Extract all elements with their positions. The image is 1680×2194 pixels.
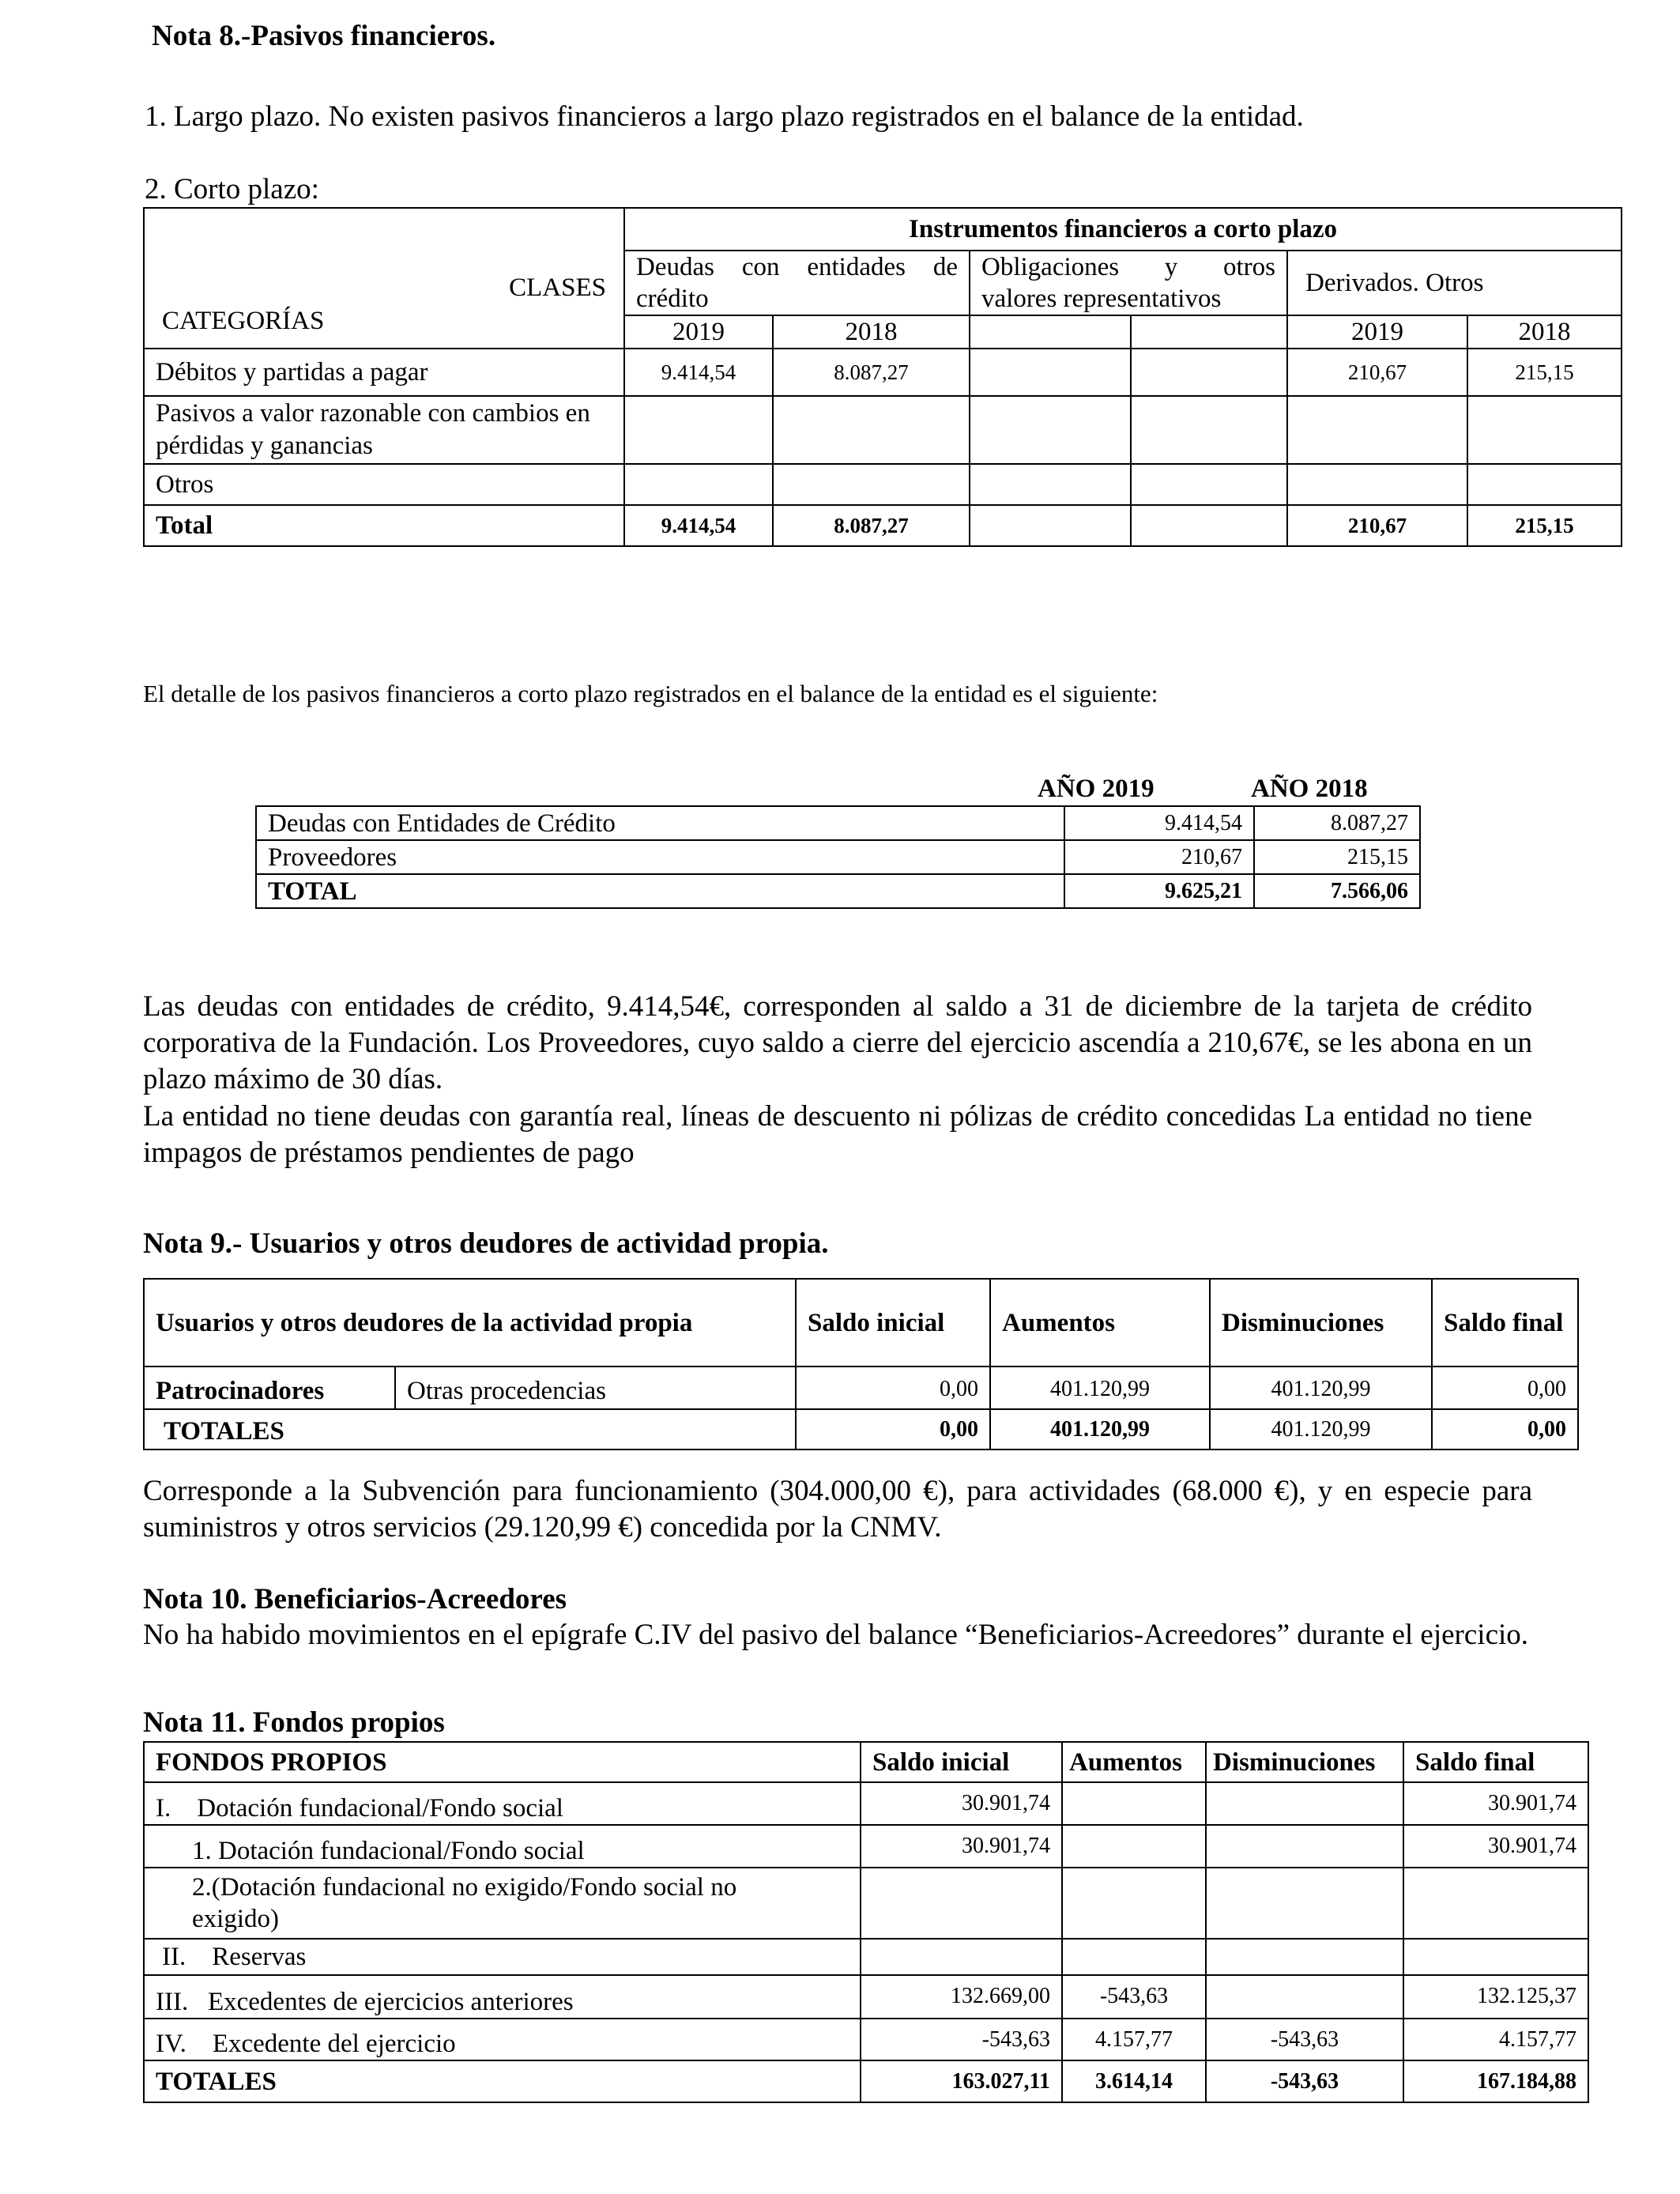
cell-value xyxy=(773,396,970,464)
fondos-value xyxy=(1206,1939,1403,1975)
detail-table xyxy=(255,805,1421,909)
deudores-header-saldo-final: Saldo final xyxy=(1432,1279,1578,1367)
cell-value xyxy=(1131,349,1287,396)
cell-value xyxy=(970,396,1131,464)
fondos-value: 4.157,77 xyxy=(1062,2019,1206,2060)
deudores-total-value: 401.120,99 xyxy=(990,1409,1210,1449)
fondos-row-label: 2.(Dotación fundacional no exigido/Fondo social no exigido) xyxy=(144,1868,861,1939)
instrumentos-header: Instrumentos financieros a corto plazo xyxy=(624,208,1622,251)
deudores-total-value: 0,00 xyxy=(796,1409,990,1449)
nota8-item-1: 1. Largo plazo. No existen pasivos financieros a largo plazo registrados en el balance de la entidad. xyxy=(145,100,1304,133)
fondos-value xyxy=(1062,1939,1206,1975)
deudores-header-concept: Usuarios y otros deudores de la actividad propia xyxy=(144,1279,796,1367)
fondos-value xyxy=(1403,1939,1588,1975)
cell-value xyxy=(970,349,1131,396)
nota8-title: Nota 8.-Pasivos financieros. xyxy=(152,20,496,52)
fondos-header-disminuciones: Disminuciones xyxy=(1206,1742,1403,1782)
row-label: Débitos y partidas a pagar xyxy=(144,349,624,396)
fondos-value: 30.901,74 xyxy=(861,1782,1062,1825)
row-label: Pasivos a valor razonable con cambios en pérdidas y ganancias xyxy=(144,396,624,464)
year-header: 2019 xyxy=(624,315,773,349)
deudores-total-value: 401.120,99 xyxy=(1210,1409,1432,1449)
total-value: 8.087,27 xyxy=(773,505,970,546)
fondos-value xyxy=(861,1868,1062,1939)
fondos-total-value: 167.184,88 xyxy=(1403,2060,1588,2102)
fondos-value: 30.901,74 xyxy=(861,1825,1062,1868)
detail-intro: El detalle de los pasivos financieros a corto plazo registrados en el balance de la entidad es el siguiente: xyxy=(143,680,1158,707)
nota8-paragraph-2: La entidad no tiene deudas con garantía real, líneas de descuento ni pólizas de crédito concedidas La entidad no tiene impagos de préstamos pendientes de pago xyxy=(143,1100,1532,1169)
row-label: Otros xyxy=(144,464,624,505)
fondos-value: -543,63 xyxy=(1062,1975,1206,2019)
detail-total-label: TOTAL xyxy=(256,874,1064,908)
fondos-row-label: II. Reservas xyxy=(144,1939,861,1975)
deudores-total-label: TOTALES xyxy=(144,1409,796,1449)
total-value: 215,15 xyxy=(1467,505,1622,546)
nota8-paragraph-1: Las deudas con entidades de crédito, 9.414,54€, corresponden al saldo a 31 de diciembre de la tarjeta de crédito corporativa de la Fundación. Los Proveedores, cuyo saldo a cierre del ejercicio ascendía a 210,67€, se les abona en un plazo máximo de 30 días. xyxy=(143,990,1532,1095)
deudores-header-disminuciones: Disminuciones xyxy=(1210,1279,1432,1367)
cell-value: 9.414,54 xyxy=(624,349,773,396)
fondos-value xyxy=(1062,1868,1206,1939)
fondos-value xyxy=(1206,1782,1403,1825)
fondos-row-label: IV. Excedente del ejercicio xyxy=(144,2019,861,2060)
cell-value xyxy=(1287,396,1467,464)
deudores-value: 0,00 xyxy=(1432,1367,1578,1409)
nota10-title: Nota 10. Beneficiarios-Acreedores xyxy=(143,1583,567,1615)
year-header: 2019 xyxy=(1287,315,1467,349)
cell-value: 215,15 xyxy=(1467,349,1622,396)
detail-year-2018: AÑO 2018 xyxy=(1251,775,1368,803)
deudores-value: 401.120,99 xyxy=(990,1367,1210,1409)
year-header: 2018 xyxy=(1467,315,1622,349)
nota10-paragraph: No ha habido movimientos en el epígrafe C.IV del pasivo del balance “Beneficiarios-Acreedores” durante el ejercicio. xyxy=(143,1619,1529,1651)
fondos-value xyxy=(1206,1868,1403,1939)
cell-value xyxy=(773,464,970,505)
obligaciones-header: Obligaciones y otros valores representativos xyxy=(970,251,1287,315)
year-header: 2018 xyxy=(773,315,970,349)
fondos-value: 132.125,37 xyxy=(1403,1975,1588,2019)
total-label: Total xyxy=(144,505,624,546)
total-value: 9.414,54 xyxy=(624,505,773,546)
cell-value: 210,67 xyxy=(1287,349,1467,396)
deudores-value: 401.120,99 xyxy=(1210,1367,1432,1409)
fondos-header-concept: FONDOS PROPIOS xyxy=(144,1742,861,1782)
nota9-paragraph: Corresponde a la Subvención para funcionamiento (304.000,00 €), para actividades (68.000 €), y en especie para suministros y otros servicios (29.120,99 €) concedida por la CNMV. xyxy=(143,1475,1532,1544)
fondos-row-label: 1. Dotación fundacional/Fondo social xyxy=(144,1825,861,1868)
total-value: 210,67 xyxy=(1287,505,1467,546)
deudores-value: 0,00 xyxy=(796,1367,990,1409)
cell-value xyxy=(1131,464,1287,505)
short-term-liabilities-table xyxy=(143,207,1622,547)
deudas-entidades-header: Deudas con entidades de crédito xyxy=(624,251,970,315)
fondos-header-saldo-final: Saldo final xyxy=(1403,1742,1588,1782)
cell-value xyxy=(1131,396,1287,464)
detail-row-label: Deudas con Entidades de Crédito xyxy=(256,806,1064,840)
fondos-value: 4.157,77 xyxy=(1403,2019,1588,2060)
detail-year-2019: AÑO 2019 xyxy=(1038,775,1155,803)
cell-value xyxy=(1287,464,1467,505)
cell-value xyxy=(624,396,773,464)
cell-value: 8.087,27 xyxy=(773,349,970,396)
fondos-value: -543,63 xyxy=(1206,2019,1403,2060)
fondos-total-label: TOTALES xyxy=(144,2060,861,2102)
derivados-header: Derivados. Otros xyxy=(1287,251,1622,315)
detail-value: 8.087,27 xyxy=(1254,806,1420,840)
deudores-table xyxy=(143,1278,1579,1450)
fondos-value: 30.901,74 xyxy=(1403,1782,1588,1825)
fondos-row-label: III. Excedentes de ejercicios anteriores xyxy=(144,1975,861,2019)
empty-cell xyxy=(1131,315,1287,349)
fondos-header-saldo-inicial: Saldo inicial xyxy=(861,1742,1062,1782)
cell-value xyxy=(1467,464,1622,505)
fondos-row-label: I. Dotación fundacional/Fondo social xyxy=(144,1782,861,1825)
total-value xyxy=(970,505,1131,546)
fondos-header-aumentos: Aumentos xyxy=(1062,1742,1206,1782)
corner-cell xyxy=(144,208,624,349)
detail-row-label: Proveedores xyxy=(256,840,1064,874)
otras-procedencias-label: Otras procedencias xyxy=(395,1367,796,1409)
fondos-value: 30.901,74 xyxy=(1403,1825,1588,1868)
detail-total-value: 7.566,06 xyxy=(1254,874,1420,908)
fondos-value: -543,63 xyxy=(861,2019,1062,2060)
categorias-label: CATEGORÍAS xyxy=(162,307,325,335)
fondos-total-value: 3.614,14 xyxy=(1062,2060,1206,2102)
fondos-value: 132.669,00 xyxy=(861,1975,1062,2019)
detail-value: 9.414,54 xyxy=(1064,806,1254,840)
cell-value xyxy=(624,464,773,505)
cell-value xyxy=(1467,396,1622,464)
fondos-total-value: -543,63 xyxy=(1206,2060,1403,2102)
fondos-propios-table xyxy=(143,1741,1589,2103)
detail-value: 215,15 xyxy=(1254,840,1420,874)
fondos-value xyxy=(861,1939,1062,1975)
clases-label: CLASES xyxy=(509,273,606,302)
detail-value: 210,67 xyxy=(1064,840,1254,874)
fondos-value xyxy=(1403,1868,1588,1939)
fondos-value xyxy=(1206,1975,1403,2019)
nota9-title: Nota 9.- Usuarios y otros deudores de actividad propia. xyxy=(143,1227,829,1260)
fondos-value xyxy=(1062,1782,1206,1825)
deudores-header-saldo-inicial: Saldo inicial xyxy=(796,1279,990,1367)
fondos-total-value: 163.027,11 xyxy=(861,2060,1062,2102)
fondos-value xyxy=(1062,1825,1206,1868)
empty-cell xyxy=(970,315,1131,349)
deudores-total-value: 0,00 xyxy=(1432,1409,1578,1449)
nota8-item-2: 2. Corto plazo: xyxy=(145,173,319,205)
patrocinadores-label: Patrocinadores xyxy=(144,1367,395,1409)
detail-total-value: 9.625,21 xyxy=(1064,874,1254,908)
total-value xyxy=(1131,505,1287,546)
nota11-title: Nota 11. Fondos propios xyxy=(143,1706,445,1739)
fondos-value xyxy=(1206,1825,1403,1868)
deudores-header-aumentos: Aumentos xyxy=(990,1279,1210,1367)
cell-value xyxy=(970,464,1131,505)
